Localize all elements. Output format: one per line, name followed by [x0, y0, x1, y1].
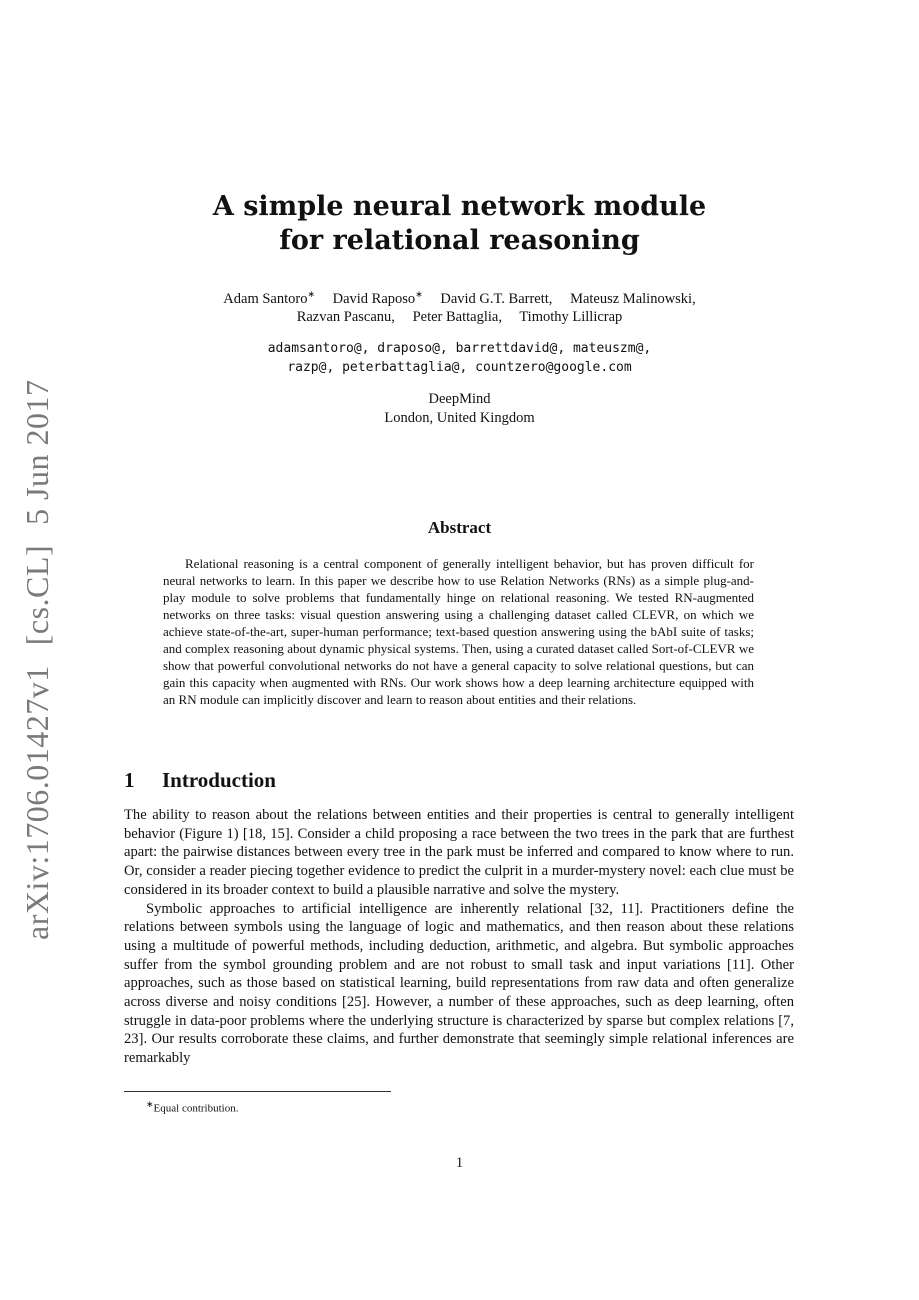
author-list: [0, 285, 919, 326]
abstract-heading: Abstract: [427, 518, 492, 537]
affiliation-location: London, United Kingdom: [384, 410, 535, 426]
footnote-divider: [124, 1091, 391, 1092]
author-line-1: [0, 285, 919, 308]
affiliation: [0, 390, 919, 428]
affiliation-org: DeepMind: [428, 391, 491, 407]
footnote: [146, 1097, 238, 1116]
author-emails: [0, 339, 919, 377]
author-name: Timothy Lillicrap: [519, 308, 623, 325]
author-name: Adam Santoro: [223, 290, 308, 307]
abstract-text: Relational reasoning is a central component of generally intelligent behavior, but has proven difficult for neural networks to learn. In this paper we describe how to use Relation Networks (RNs) as a simple plug-and-play module to solve problems that fundamentally hinge on relational reasoning. We tested RN-augmented networks on three tasks: visual question answering using a challenging dataset called CLEVR, on which we achieve state-of-the-art, super-human performance; text-based question answering using the bAbI suite of tasks; and complex reasoning about dynamic physical systems. Then, using a curated dataset called Sort-of-CLEVR we show that powerful convolutional networks do not have a general capacity to solve relational questions, but can gain this capacity when augmented with RNs. Our work shows how a deep learning architecture equipped with an RN module can implicitly discover and learn to reason about entities and their relations.: [163, 556, 754, 707]
author-name: David Raposo: [332, 290, 416, 307]
footnote-mark: ∗: [146, 1099, 154, 1109]
email-line-2: razp@, peterbattaglia@, countzero@google.com: [287, 360, 632, 375]
equal-contribution-mark: ∗: [307, 289, 315, 299]
arxiv-identifier-stamp: [19, 359, 56, 940]
email-line-1: adamsantoro@, draposo@, barrettdavid@, mateuszm@,: [267, 341, 652, 356]
equal-contribution-mark: ∗: [415, 289, 423, 299]
arxiv-date: 5 Jun 2017: [19, 379, 55, 525]
body-paragraph: The ability to reason about the relations between entities and their properties is central to generally intelligent behavior (Figure 1) [18, 15]. Consider a child proposing a race between the two trees in the park that are furthest apart: the pairwise distances between every tree in the park must be inferred and compared to know where to run. Or, consider a reader piecing together evidence to predict the culprit in a murder-mystery novel: each clue must be considered in its broader context to build a plausible narrative and solve the mystery.: [124, 807, 794, 898]
paper-title: [0, 190, 919, 258]
footnote-text: Equal contribution.: [153, 1102, 239, 1115]
section-heading-introduction: [124, 768, 276, 793]
section-number: 1: [124, 768, 135, 792]
author-name: Mateusz Malinowski,: [570, 290, 696, 307]
author-name: Peter Battaglia,: [412, 308, 502, 325]
arxiv-category: [cs.CL]: [19, 544, 55, 646]
author-name: Razvan Pascanu,: [296, 308, 395, 325]
title-line-1: A simple neural network module: [212, 191, 707, 222]
author-line-2: [0, 308, 919, 326]
author-name: David G.T. Barrett,: [440, 290, 553, 307]
title-line-2: for relational reasoning: [279, 225, 640, 256]
introduction-body: [124, 806, 794, 1068]
body-paragraph: Symbolic approaches to artificial intelligence are inherently relational [32, 11]. Practitioners define the relations between symbols using the language of logic and mathematics, and then reason about these relations using a multitude of powerful methods, including deduction, arithmetic, and algebra. But symbolic approaches suffer from the symbol grounding problem and are not robust to small task and input variations [11]. Other approaches, such as those based on statistical learning, build representations from raw data and often generalize across diverse and noisy conditions [25]. However, a number of these approaches, such as deep learning, often struggle in data-poor problems where the underlying structure is characterized by sparse but complex relations [7, 23]. Our results corroborate these claims, and further demonstrate that seemingly simple relational inferences are remarkably: [124, 900, 794, 1067]
section-title: Introduction: [162, 768, 276, 792]
page-number: 1: [455, 1155, 464, 1171]
arxiv-id: arXiv:1706.01427v1: [19, 665, 55, 940]
